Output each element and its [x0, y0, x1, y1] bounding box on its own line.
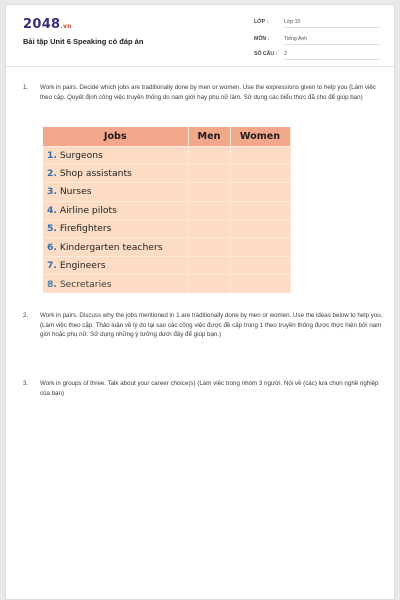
- header-women: Women: [230, 127, 290, 146]
- question-number: 2.: [23, 312, 29, 319]
- job-cell: [43, 164, 188, 182]
- table-row: [43, 164, 290, 182]
- meta-label: MÔN :: [254, 36, 270, 42]
- men-cell[interactable]: [188, 183, 230, 201]
- men-cell[interactable]: [188, 275, 230, 293]
- row-number: 4.: [47, 204, 57, 216]
- women-cell[interactable]: [230, 183, 290, 201]
- worksheet-header: [6, 5, 394, 67]
- worksheet: [5, 4, 395, 600]
- table-header-row: [43, 127, 290, 146]
- row-number: 6.: [47, 241, 57, 253]
- job-cell: [43, 238, 188, 256]
- men-cell[interactable]: [188, 164, 230, 182]
- job-name: Shop assistants: [59, 168, 132, 180]
- job-name: Nurses: [59, 186, 92, 198]
- men-cell[interactable]: [188, 201, 230, 219]
- meta-value: 3: [284, 51, 380, 60]
- job-name: Kindergarten teachers: [59, 241, 163, 253]
- job-name: Engineers: [59, 259, 106, 271]
- job-name: Airline pilots: [59, 204, 117, 216]
- header-men: Men: [188, 127, 230, 146]
- row-number: 1.: [47, 149, 57, 161]
- header-jobs: Jobs: [43, 127, 188, 146]
- site-logo[interactable]: [23, 17, 72, 32]
- page-title: Bài tập Unit 6 Speaking có đáp án: [23, 37, 144, 46]
- women-cell[interactable]: [230, 201, 290, 219]
- question-number: 3.: [23, 380, 29, 387]
- table-row: [43, 146, 290, 164]
- meta-value: Lớp 10: [284, 19, 380, 28]
- men-cell[interactable]: [188, 146, 230, 164]
- row-number: 8.: [47, 278, 57, 290]
- job-cell: [43, 201, 188, 219]
- job-name: Secretaries: [59, 278, 112, 290]
- women-cell[interactable]: [230, 146, 290, 164]
- row-number: 5.: [47, 223, 57, 235]
- meta-label: LỚP :: [254, 19, 269, 25]
- row-number: 2.: [47, 168, 57, 180]
- job-cell: [43, 146, 188, 164]
- row-number: 7.: [47, 259, 57, 271]
- job-cell: [43, 183, 188, 201]
- question-3: [23, 379, 383, 398]
- job-cell: [43, 256, 188, 274]
- women-cell[interactable]: [230, 220, 290, 238]
- row-number: 3.: [47, 186, 57, 198]
- women-cell[interactable]: [230, 256, 290, 274]
- job-name: Firefighters: [59, 223, 112, 235]
- question-text: Work in groups of three. Talk about your career choice(s) (Làm việc trong nhóm 3 người. Nói về (các) lựa chọn nghề nghiệp của bạn): [40, 380, 379, 397]
- meta-label: SỐ CÂU :: [254, 51, 278, 57]
- men-cell[interactable]: [188, 256, 230, 274]
- question-number: 1.: [23, 84, 29, 91]
- job-cell: [43, 220, 188, 238]
- men-cell[interactable]: [188, 238, 230, 256]
- table-row: [43, 220, 290, 238]
- women-cell[interactable]: [230, 238, 290, 256]
- table-row: [43, 275, 290, 293]
- question-text: Work in pairs. Discuss why the jobs mentioned in 1 are traditionally done by men or women. Use the ideas below to help you. (Làm việc theo cặp. Thảo luận về lý do tại sao các công việc được đề cập trong 1 theo truyền thống được thực hiện bởi nam giới hoặc phụ nữ. Sử dụng những ý tưởng dưới đây để giúp bạn.): [40, 312, 383, 339]
- meta-value: Tiếng Anh: [284, 36, 380, 45]
- job-cell: [43, 275, 188, 293]
- table-row: [43, 201, 290, 219]
- question-text: Work in pairs. Decide which jobs are traditionally done by men or women. Use the expressions given to help you (Làm việc theo cặp. Quyết định công việc truyền thống do nam giới hay phụ nữ làm. Sử dụng các biểu thức đã cho để giúp bạn): [40, 84, 376, 101]
- men-cell[interactable]: [188, 220, 230, 238]
- jobs-table: [43, 127, 291, 293]
- job-name: Surgeons: [59, 149, 103, 161]
- logo-text: 2048: [23, 17, 61, 32]
- women-cell[interactable]: [230, 164, 290, 182]
- logo-tld: .vn: [60, 23, 72, 30]
- women-cell[interactable]: [230, 275, 290, 293]
- table-row: [43, 256, 290, 274]
- table-row: [43, 238, 290, 256]
- table-row: [43, 183, 290, 201]
- question-1: [23, 83, 383, 102]
- question-2: [23, 311, 383, 340]
